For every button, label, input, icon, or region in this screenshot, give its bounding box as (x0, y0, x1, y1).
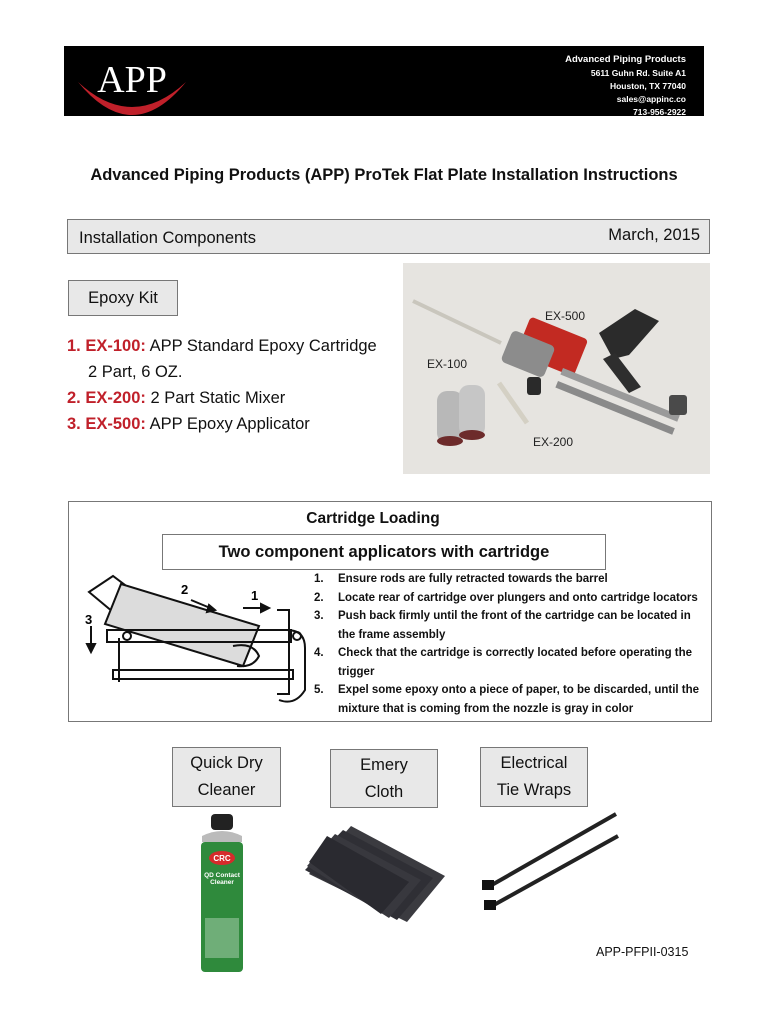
document-code: APP-PFPII-0315 (596, 945, 689, 959)
epoxy-kit-label: Epoxy Kit (68, 280, 178, 316)
tie-wraps-label (480, 747, 588, 807)
kit-item-code: EX-500: (85, 415, 146, 433)
diagram-label-2: 2 (181, 582, 189, 597)
quick-dry-cleaner-label (172, 747, 281, 807)
kit-item-number: 3. (67, 415, 81, 433)
epoxy-kit-list (67, 333, 407, 437)
section-date: March, 2015 (608, 226, 700, 244)
photo-label-ex200: EX-200 (533, 435, 574, 449)
loading-steps-list (307, 570, 707, 718)
kit-item-ex500 (67, 411, 407, 437)
section-label: Installation Components (79, 229, 257, 247)
photo-label-ex100: EX-100 (427, 357, 468, 371)
kit-item-description: APP Standard Epoxy Cartridge (149, 337, 377, 355)
epoxy-kit-photo (403, 263, 710, 474)
section-header (67, 219, 710, 254)
can-brand: CRC (213, 854, 231, 863)
contact-cleaner-can-image (196, 814, 248, 976)
epoxy-cartridge (437, 385, 485, 446)
kit-item-ex100-detail: 2 Part, 6 OZ. (88, 363, 183, 381)
supply-label-line: Electrical (500, 754, 568, 772)
step-text: Expel some epoxy onto a piece of paper, to be discarded, until the mixture that is coming from the nozzle is gray in color (338, 684, 700, 715)
kit-item-description: 2 Part Static Mixer (150, 389, 286, 407)
step-number: 4. (314, 647, 324, 659)
address-line-2: Houston, TX 77040 (609, 81, 686, 91)
photo-label-ex500: EX-500 (545, 309, 586, 323)
supply-label-line: Cloth (364, 782, 404, 801)
loading-step (307, 681, 707, 718)
app-logo (76, 50, 188, 122)
emery-cloth-image (305, 820, 450, 925)
kit-item-description: APP Epoxy Applicator (149, 415, 310, 433)
cartridge-loading-title: Cartridge Loading (306, 510, 440, 527)
logo-text: APP (97, 59, 167, 101)
document-title: Advanced Piping Products (APP) ProTek Flat Plate Installation Instructions (90, 166, 678, 184)
kit-item-ex200 (67, 385, 407, 411)
kit-item-number: 2. (67, 389, 81, 407)
supply-label-line: Emery (360, 755, 408, 774)
loading-step (307, 607, 707, 644)
loading-step (307, 589, 707, 608)
supply-label-line: Tie Wraps (496, 781, 572, 799)
step-number: 5. (314, 684, 324, 696)
company-name: Advanced Piping Products (565, 54, 686, 65)
step-number: 2. (314, 591, 324, 604)
kit-item-number: 1. (67, 337, 81, 355)
can-label: QD Contact Cleaner (204, 872, 240, 886)
cartridge-loading-panel (68, 501, 712, 722)
applicator-subtitle: Two component applicators with cartridge (162, 534, 606, 570)
step-number: 1. (314, 573, 324, 585)
loading-step (307, 570, 707, 589)
step-text: Check that the cartridge is correctly located before operating the trigger (338, 647, 693, 678)
kit-item-code: EX-100: (85, 337, 146, 355)
loading-step (307, 644, 707, 681)
tie-wraps-image (480, 812, 620, 910)
contact-email: sales@appinc.co (616, 94, 686, 104)
address-line-1: 5611 Guhn Rd. Suite A1 (590, 68, 686, 78)
step-number: 3. (314, 610, 324, 622)
diagram-label-1: 1 (251, 588, 259, 603)
step-text: Locate rear of cartridge over plungers and onto cartridge locators (338, 591, 698, 604)
kit-item-ex100 (67, 333, 407, 359)
contact-phone: 713-956-2922 (633, 107, 686, 117)
cartridge-loading-diagram (83, 570, 319, 716)
diagram-label-3: 3 (85, 612, 93, 627)
supply-label-line: Quick Dry (190, 754, 263, 772)
supply-label-line: Cleaner (197, 781, 256, 799)
emery-cloth-label (330, 749, 438, 808)
step-text: Ensure rods are fully retracted towards the barrel (338, 573, 608, 585)
kit-item-code: EX-200: (85, 389, 146, 407)
step-text: Push back firmly until the front of the cartridge can be located in the frame assembly (338, 610, 691, 641)
